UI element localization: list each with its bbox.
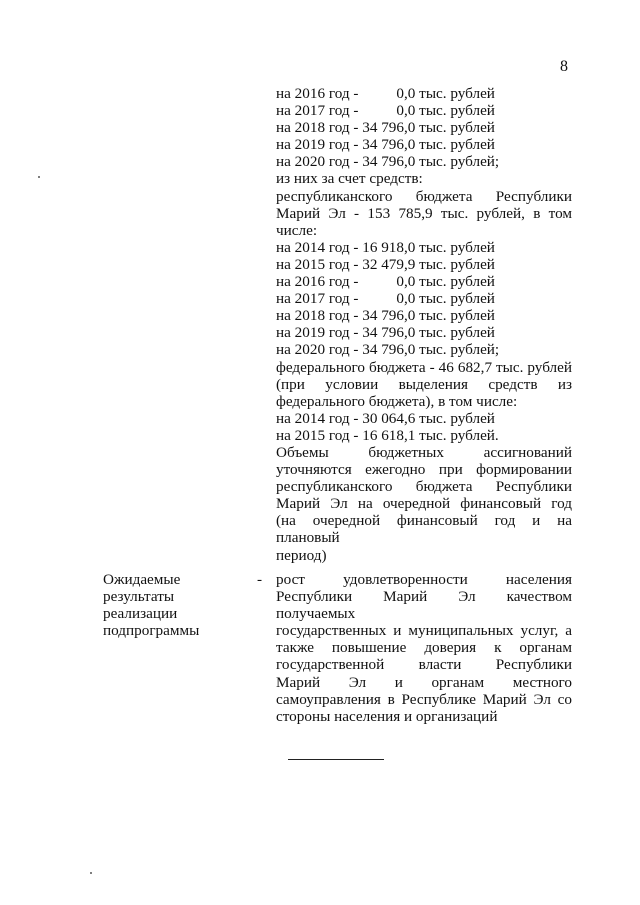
text-line: (на очередной финансовый год и на плановый bbox=[276, 512, 572, 547]
label-line: реализации bbox=[103, 605, 178, 623]
text-line: на 2016 год - 0,0 тыс. рублей bbox=[276, 273, 495, 291]
text-line: на 2016 год - 0,0 тыс. рублей bbox=[276, 85, 495, 102]
text-line: самоуправления в Республике Марий Эл со bbox=[276, 690, 572, 708]
text-line: федерального бюджета), в том числе: bbox=[276, 392, 518, 410]
scan-speck bbox=[90, 872, 92, 874]
text-line: Республики Марий Эл качеством получаемых bbox=[276, 588, 572, 623]
label-line: подпрограммы bbox=[103, 622, 200, 640]
text-line: рост удовлетворенности населения bbox=[276, 571, 572, 588]
text-line: (при условии выделения средств из bbox=[276, 375, 572, 393]
text-line: государственных и муниципальных услуг, а bbox=[276, 622, 572, 640]
text-line: уточняются ежегодно при формировании bbox=[276, 461, 572, 479]
text-line: Марий Эл и органам местного bbox=[276, 673, 572, 691]
text-line: Марий Эл - 153 785,9 тыс. рублей, в том bbox=[276, 204, 572, 222]
text-line: на 2019 год - 34 796,0 тыс. рублей bbox=[276, 136, 495, 154]
text-line: период) bbox=[276, 546, 327, 564]
expected-results-text bbox=[276, 571, 572, 725]
text-line: на 2019 год - 34 796,0 тыс. рублей bbox=[276, 324, 495, 342]
financing-block bbox=[276, 85, 572, 564]
text-line: на 2020 год - 34 796,0 тыс. рублей; bbox=[276, 341, 500, 359]
text-line: Объемы бюджетных ассигнований bbox=[276, 443, 572, 461]
text-line: Марий Эл на очередной финансовый год bbox=[276, 495, 572, 513]
label-line: результаты bbox=[103, 588, 175, 606]
text-line: из них за счет средств: bbox=[276, 170, 423, 188]
text-line: на 2015 год - 32 479,9 тыс. рублей bbox=[276, 255, 495, 273]
end-divider bbox=[288, 759, 384, 760]
text-line: на 2017 год - 0,0 тыс. рублей bbox=[276, 290, 495, 308]
scan-speck bbox=[38, 176, 40, 178]
text-line: республиканского бюджета Республики bbox=[276, 187, 572, 205]
text-line: республиканского бюджета Республики bbox=[276, 478, 572, 496]
text-line: на 2020 год - 34 796,0 тыс. рублей; bbox=[276, 153, 500, 171]
separator-dash: - bbox=[257, 571, 263, 588]
text-line: на 2017 год - 0,0 тыс. рублей bbox=[276, 102, 495, 120]
text-line: на 2014 год - 16 918,0 тыс. рублей bbox=[276, 238, 495, 256]
expected-results-label bbox=[103, 571, 223, 639]
text-line: на 2018 год - 34 796,0 тыс. рублей bbox=[276, 119, 495, 137]
text-line: на 2018 год - 34 796,0 тыс. рублей bbox=[276, 307, 495, 325]
label-line: Ожидаемые bbox=[103, 571, 181, 588]
text-line: государственной власти Республики bbox=[276, 656, 572, 674]
text-line: на 2015 год - 16 618,1 тыс. рублей. bbox=[276, 426, 499, 444]
page-number: 8 bbox=[560, 58, 568, 75]
text-line: федерального бюджета - 46 682,7 тыс. рублей bbox=[276, 358, 572, 376]
text-line: на 2014 год - 30 064,6 тыс. рублей bbox=[276, 409, 495, 427]
text-line: также повышение доверия к органам bbox=[276, 639, 572, 657]
text-line: числе: bbox=[276, 221, 318, 239]
text-line: стороны населения и организаций bbox=[276, 707, 498, 725]
